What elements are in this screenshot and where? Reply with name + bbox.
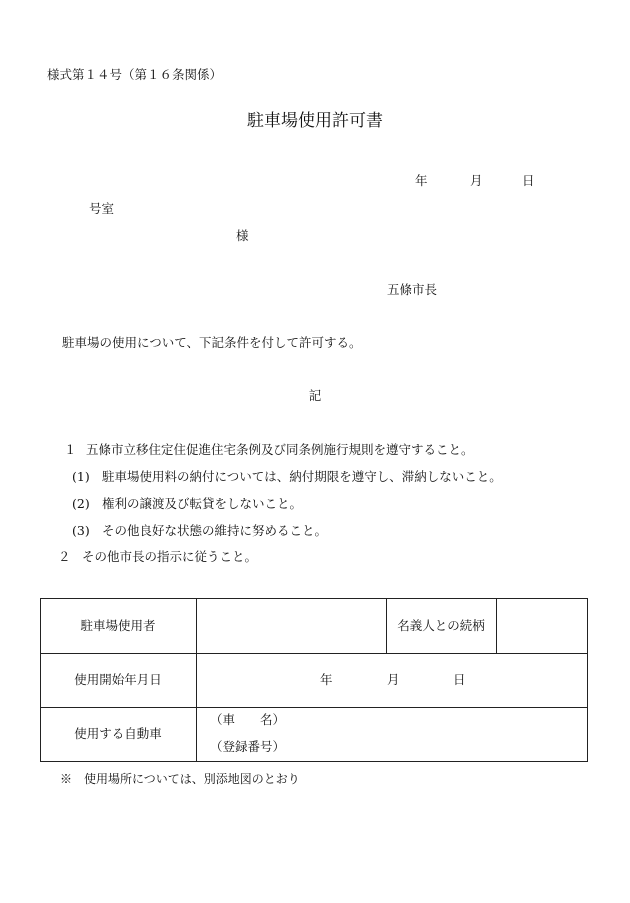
date-day-label: 日 [522,173,535,188]
room-number-label: 号室 [89,201,115,216]
start-month-label: 月 [387,672,400,687]
condition-number: (1) [72,469,90,484]
start-date-label: 使用開始年月日 [74,672,162,687]
table-border-bottom [40,761,588,762]
table-divider [40,707,588,708]
table-divider [496,598,497,653]
parking-user-label: 駐車場使用者 [80,618,156,633]
table-border-right [587,598,588,762]
condition-number: (3) [72,523,90,538]
table-divider [40,653,588,654]
document-title: 駐車場使用許可書 [247,111,383,131]
table-divider [196,598,197,762]
date-month-label: 月 [470,173,483,188]
condition-text: その他市長の指示に従うこと。 [82,549,258,564]
preamble-text: 駐車場の使用について、下記条件を付して許可する。 [62,335,362,350]
vehicle-label: 使用する自動車 [74,726,162,741]
relationship-label: 名義人との続柄 [397,618,485,633]
condition-number: (2) [72,496,90,511]
condition-text: 権利の譲渡及び転貸をしないこと。 [102,496,303,511]
condition-text: その他良好な状態の維持に努めること。 [102,523,328,538]
start-year-label: 年 [320,672,333,687]
footnote: ※ 使用場所については、別添地図のとおり [60,772,300,786]
condition-text: 五條市立移住定住促進住宅条例及び同条例施行規則を遵守すること。 [86,442,474,457]
issuer-name: 五條市長 [387,282,438,297]
date-year-label: 年 [415,173,428,188]
registration-number-label: （登録番号） [210,739,286,754]
condition-number: ２ [58,549,71,564]
addressee-honorific: 様 [236,228,249,243]
table-border-top [40,598,588,599]
car-name-label: （車 名） [210,712,286,727]
ki-heading: 記 [308,388,322,403]
condition-text: 駐車場使用料の納付については、納付期限を遵守し、滞納しないこと。 [102,469,502,484]
form-number: 様式第１４号（第１６条関係） [47,67,223,82]
start-day-label: 日 [453,672,466,687]
condition-number: １ [64,442,77,457]
